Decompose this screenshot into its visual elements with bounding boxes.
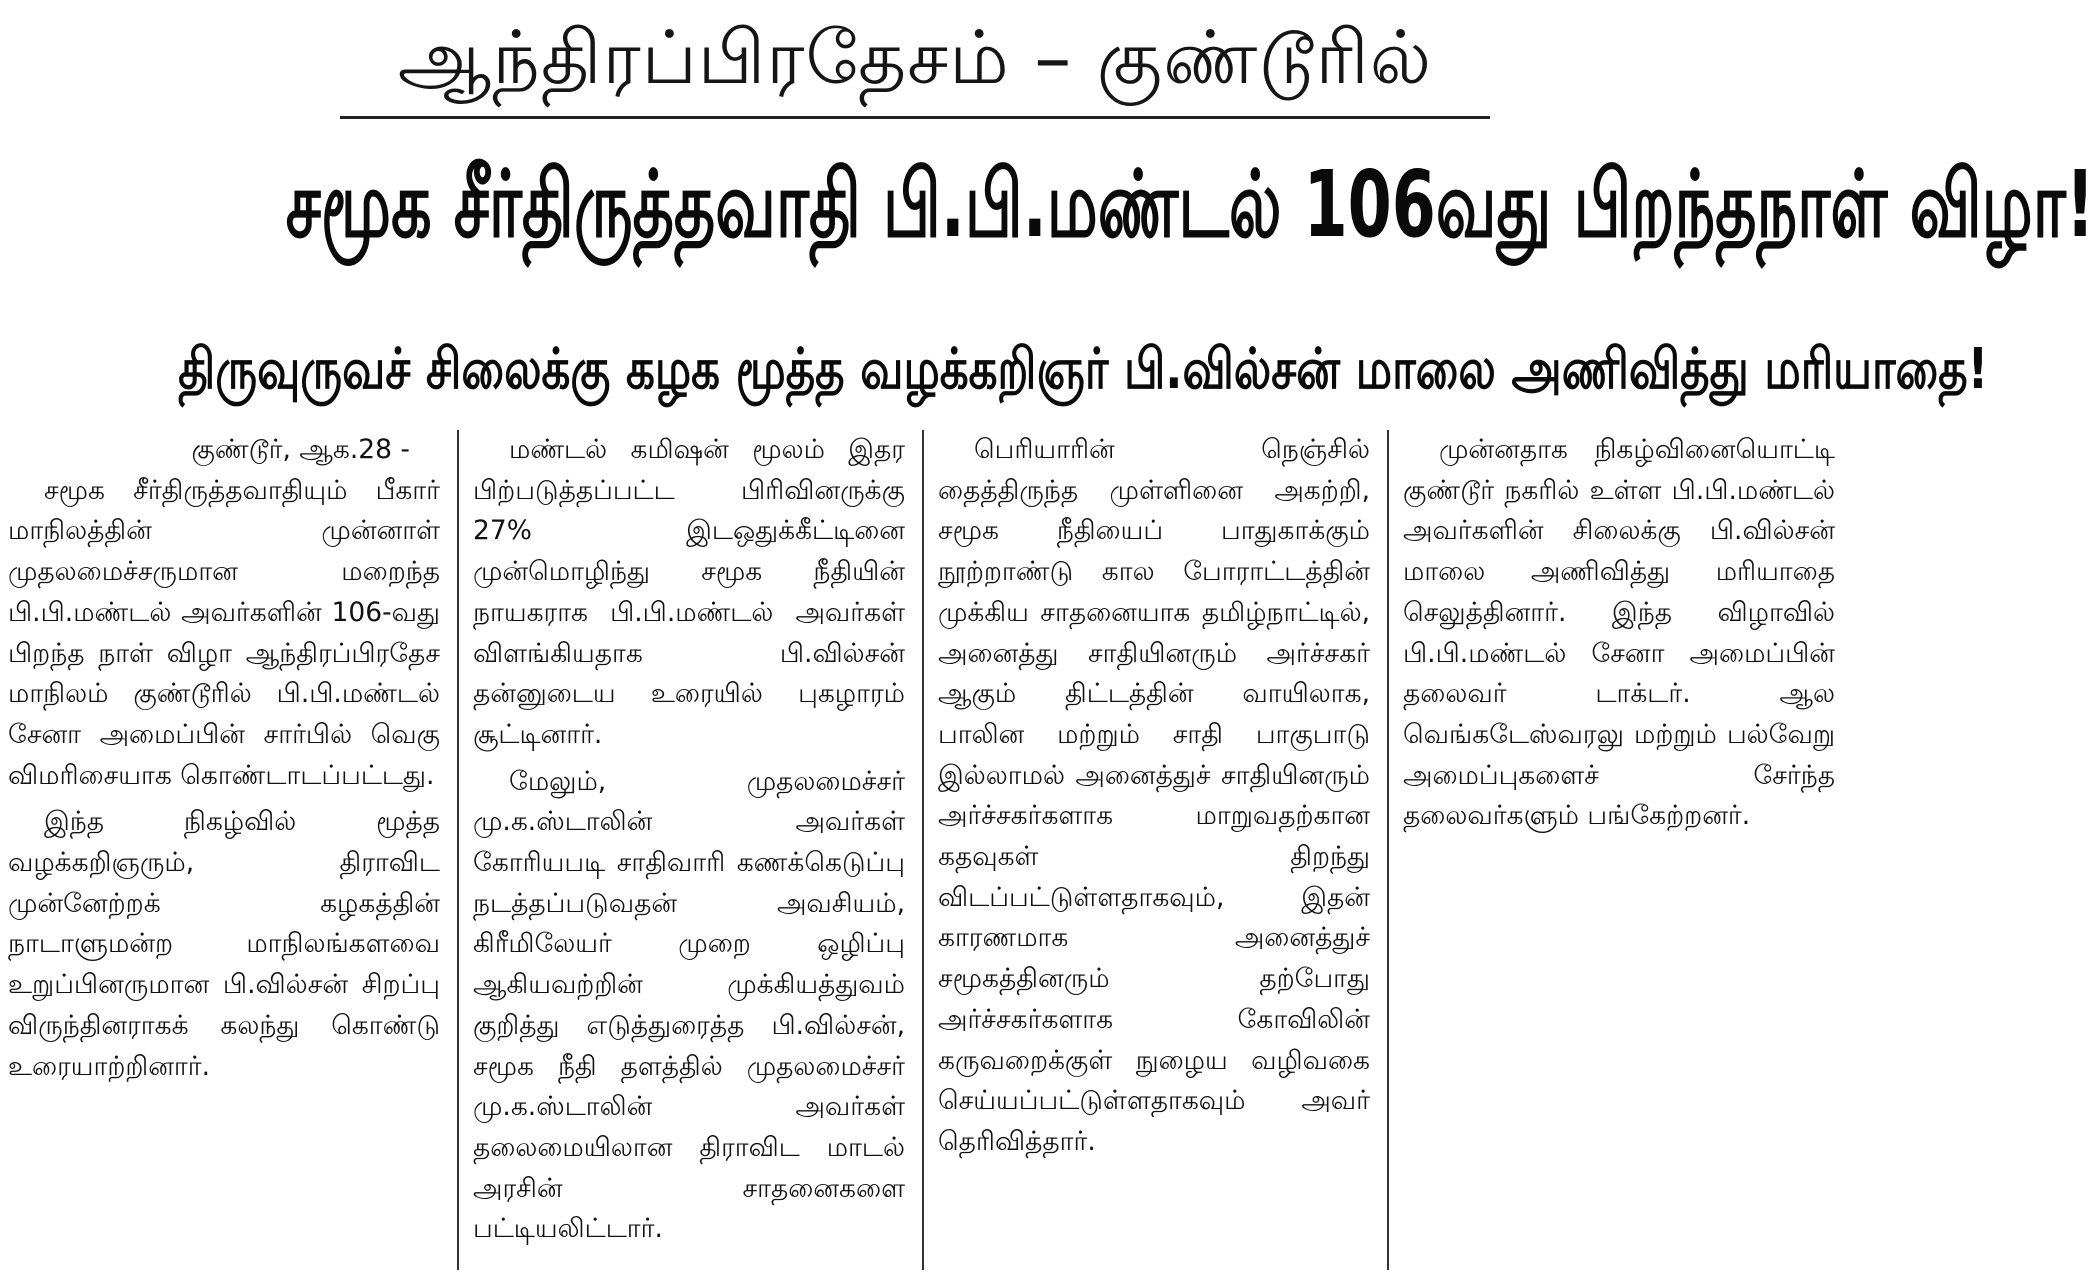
- column-divider: [457, 430, 459, 1270]
- paragraph-2: இந்த நிகழ்வில் மூத்த வழக்கறிஞரும், திராவிட முன்னேற்றக் கழகத்தின் நாடாளுமன்ற மாநிலங்களவை உறுப்பினருமான பி.வில்சன் சிறப்பு விருந்தினராகக் கலந்து கொண்டு உரையாற்றினார்.: [8, 806, 440, 1082]
- dateline: குண்டூர், ஆக.28 -: [191, 434, 410, 465]
- paragraph-4: மேலும், முதலமைச்சர் மு.க.ஸ்டாலின் அவர்கள் கோரியபடி சாதிவாரி கணக்கெடுப்பு நடத்தப்படுவதன் அவசியம், கிரீமிலேயர் முறை ஒழிப்பு ஆகியவற்றின் முக்கியத்துவம் குறித்து எடுத்துரைத்த பி.வில்சன், சமூக நீதி தளத்தில் முதலமைச்சர் மு.க.ஸ்டாலின் அவர்கள் தலைமையிலான திராவிட மாடல் அரசின் சாதனைகளை பட்டியலிட்டார்.: [473, 765, 905, 1245]
- headline: சமூக சீர்திருத்தவாதி பி.பி.மண்டல் 106வது பிறந்தநாள் விழா!: [285, 151, 2095, 258]
- subheadline: திருவுருவச் சிலைக்கு கழக மூத்த வழக்கறிஞர் பி.வில்சன் மாலை அணிவித்து மரியாதை!: [178, 337, 1989, 402]
- column-4: [1403, 430, 1835, 1270]
- kicker-location: ஆந்திரப்பிரதேசம் – குண்டூரில்: [397, 15, 1433, 101]
- column-1: [8, 430, 440, 1270]
- column-2: [473, 430, 905, 1270]
- column-3: [938, 430, 1370, 1270]
- paragraph-1: சமூக சீர்திருத்தவாதியும் பீகார் மாநிலத்தின் முன்னாள் முதலமைச்சருமான மறைந்த பி.பி.மண்டல் அவர்களின் 106-வது பிறந்த நாள் விழா ஆந்திரப்பிரதேச மாநிலம் குண்டூரில் பி.பி.மண்டல் சேனா அமைப்பின் சார்பில் வெகு விமரிசையாக கொண்டாடப்பட்டது.: [8, 474, 440, 791]
- paragraph-3: மண்டல் கமிஷன் மூலம் இதர பிற்படுத்தப்பட்ட பிரிவினருக்கு 27% இடஒதுக்கீட்டினை முன்மொழிந்து சமூக நீதியின் நாயகராக பி.பி.மண்டல் அவர்கள் விளங்கியதாக பி.வில்சன் தன்னுடைய உரையில் புகழாரம் சூட்டினார்.: [473, 434, 905, 750]
- paragraph-5: பெரியாரின் நெஞ்சில் தைத்திருந்த முள்ளினை அகற்றி, சமூக நீதியைப் பாதுகாக்கும் நூற்றாண்டு கால போராட்டத்தின் முக்கிய சாதனையாக தமிழ்நாட்டில், அனைத்து சாதியினரும் அர்ச்சகர் ஆகும் திட்டத்தின் வாயிலாக, பாலின மற்றும் சாதி பாகுபாடு இல்லாமல் அனைத்துச் சாதியினரும் அர்ச்சகர்களாக மாறுவதற்கான கதவுகள் திறந்து விடப்பட்டுள்ளதாகவும், இதன் காரணமாக அனைத்துச் சமூகத்தினரும் தற்போது அர்ச்சகர்களாக கோவிலின் கருவறைக்குள் நுழைய வழிவகை செய்யப்பட்டுள்ளதாகவும் அவர் தெரிவித்தார்.: [938, 434, 1370, 1157]
- article-body: [8, 430, 1835, 1270]
- kicker-block: [340, 8, 1490, 119]
- column-divider: [922, 430, 924, 1270]
- paragraph-6: முன்னதாக நிகழ்வினையொட்டி குண்டூர் நகரில் உள்ள பி.பி.மண்டல் அவர்களின் சிலைக்கு பி.வில்சன் மாலை அணிவித்து மரியாதை செலுத்தினார். இந்த விழாவில் பி.பி.மண்டல் சேனா அமைப்பின் தலைவர் டாக்டர். ஆல வெங்கடேஸ்வரலு மற்றும் பல்வேறு அமைப்புகளைச் சேர்ந்த தலைவர்களும் பங்கேற்றனர்.: [1403, 434, 1835, 832]
- column-divider: [1387, 430, 1389, 1270]
